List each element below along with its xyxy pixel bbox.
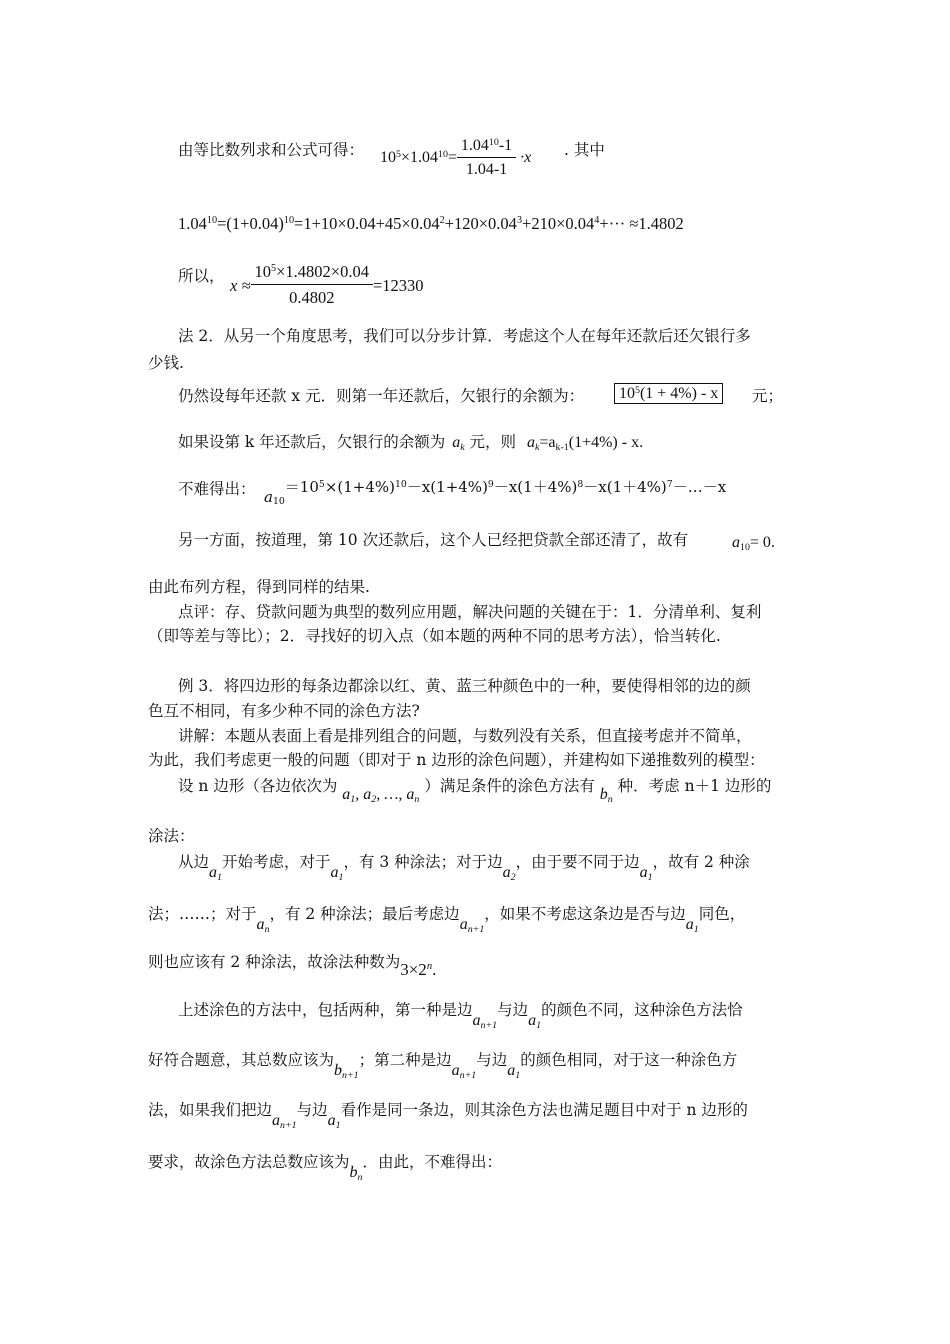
a1-symbol	[639, 864, 653, 884]
count-formula	[400, 960, 436, 979]
eq-term: a	[639, 864, 648, 881]
eq-sub: 10	[740, 542, 750, 554]
eq-term: =12330	[373, 276, 424, 295]
eq-term: ＝10	[284, 478, 319, 496]
text: ．由此，不难得出：	[362, 1153, 502, 1171]
eq-term: b	[334, 1062, 343, 1079]
eq-term: =a	[539, 434, 556, 451]
eq-term: a	[327, 1112, 336, 1129]
a1-symbol	[685, 916, 699, 936]
paragraph-p1	[178, 852, 750, 884]
eq-term: b	[599, 786, 608, 803]
eq-term: +··· ≈1.4802	[599, 214, 684, 233]
eq-sub: n+1	[459, 1070, 477, 1082]
eq-term: x ≈	[230, 276, 251, 295]
text: ；第二种是边	[358, 1051, 452, 1069]
text: ，如果不考虑这条边是否与边	[484, 905, 686, 923]
eq-term: +210×0.04	[522, 214, 595, 233]
s3-text-b: ）满足条件的涂色方法有	[424, 777, 595, 795]
an1-symbol	[472, 1012, 498, 1032]
eq-exp: 5	[396, 148, 401, 160]
sum-after-text: . 其中	[564, 141, 605, 159]
eq-term: -1	[498, 137, 513, 154]
sum-equation	[380, 137, 531, 179]
eq-term: a	[526, 434, 535, 451]
eq-term: 10	[254, 262, 272, 281]
binomial-expansion	[178, 214, 684, 234]
method2-line2	[178, 386, 584, 406]
solution-line1: 讲解：本题从表面上看是排列组合的问题，与数列没有关系，但直接考虑并不简单，	[178, 727, 752, 745]
text: 开始考虑，对于	[221, 853, 331, 871]
text: 与边	[296, 1101, 328, 1119]
paragraph-p2	[148, 904, 746, 936]
text: 的颜色不同，这种涂色方法恰	[541, 1001, 743, 1019]
eq-term: 1.04	[460, 137, 489, 154]
eq-sub: 2	[371, 794, 377, 806]
eq-term: a	[256, 916, 265, 933]
a1-symbol	[507, 1062, 521, 1082]
text: ，由于要不同于边	[515, 853, 640, 871]
first-year-balance	[614, 383, 723, 404]
text: 法，如果我们把边	[148, 1101, 273, 1119]
eq-term: 10	[619, 385, 635, 402]
paragraph-r	[148, 1050, 738, 1082]
text: ，有 3 种涂法；对于边	[343, 853, 503, 871]
example3-question2: 色互不相同，有多少种不同的涂色方法?	[148, 702, 420, 720]
x-fraction	[251, 262, 373, 308]
eq-term: 3×2	[400, 960, 427, 979]
eq-term: a	[451, 1062, 460, 1079]
eq-sub: k-1	[555, 442, 569, 454]
eq-sub: n+1	[467, 924, 485, 936]
a1-symbol	[330, 864, 344, 884]
eq-sub: 10	[272, 496, 285, 507]
eq-sign: =	[447, 149, 457, 166]
eq-sub: 1	[536, 1020, 542, 1032]
text: 看作是同一条边，则其涂色方法也满足题目中对于 n 边形的	[340, 1101, 748, 1119]
eq-term: －x(1+4%)	[406, 478, 488, 496]
text: 同色，	[698, 905, 746, 923]
eq-sub: 1	[350, 794, 356, 806]
eq-exp: 5	[318, 478, 325, 490]
line2-after: 元；	[752, 387, 784, 405]
an-symbol	[256, 916, 270, 936]
eq-term: (1+4%) - x	[568, 434, 640, 451]
eq-sub: 1	[693, 924, 699, 936]
eq-term: ×(1+4%)	[324, 478, 395, 496]
text: 上述涂色的方法中，包括两种，第一种是边	[178, 1001, 473, 1019]
method2-para1: 法 2．从另一个角度思考，我们可以分步计算．考虑这个人在每年还款后还欠银行多	[178, 327, 751, 345]
eq-term: , …, a	[376, 786, 415, 803]
eq-term: =1+10×0.04+45×0.04	[294, 214, 440, 233]
text: 法；……；对于	[148, 905, 257, 923]
an1-symbol	[451, 1062, 477, 1082]
paragraph-t	[148, 1100, 748, 1132]
eq-term: －…－x	[672, 478, 727, 496]
so-text: 所以，	[178, 267, 225, 285]
comment-line2: （即等差与等比）；2．寻找好的切入点（如本题的两种不同的思考方法），恰当转化.	[148, 627, 721, 645]
eq-exp: 3	[516, 215, 523, 227]
eq-exp: 8	[577, 478, 584, 490]
eq-sub: 1	[515, 1070, 521, 1082]
fraction-denominator: 1.04-1	[465, 161, 508, 178]
text: 好符合题意，其总数应该为	[148, 1051, 335, 1069]
comment-line1: 点评：存、贷款问题为典型的数列应用题，解决问题的关键在于：1．分清单利、复利	[178, 603, 762, 621]
an1-symbol	[459, 916, 485, 936]
eq-sub: 2	[510, 872, 516, 884]
eq-term: .	[770, 534, 775, 551]
text: 与边	[476, 1051, 508, 1069]
eq-exp: 7	[666, 478, 673, 490]
fraction-denominator: 0.4802	[289, 288, 335, 307]
method2-line4-label: 不难得出：	[178, 480, 256, 498]
a10-zero	[732, 534, 775, 552]
eq-sub: 1	[338, 872, 344, 884]
eq-term: －x(1＋4%)	[493, 478, 578, 496]
eq-term: a	[342, 786, 351, 803]
eq-exp: 5	[635, 384, 640, 396]
text: ，有 2 种涂法；最后考虑边	[269, 905, 460, 923]
a1-symbol	[327, 1112, 341, 1132]
eq-exp: 9	[487, 478, 494, 490]
bn1-symbol	[334, 1062, 359, 1082]
sum-fraction	[457, 137, 516, 179]
fraction-numerator	[251, 262, 373, 285]
eq-term: , a	[355, 786, 372, 803]
eq-term: ·x	[520, 149, 532, 166]
eq-term: a	[685, 916, 694, 933]
eq-exp: 10	[283, 215, 295, 227]
eq-sub: n+1	[480, 1020, 498, 1032]
sum-formula-text: 由等比数列求和公式可得：	[178, 141, 365, 159]
eq-term: a	[472, 1012, 481, 1029]
method2-line6: 由此布列方程，得到同样的结果.	[148, 578, 370, 596]
eq-exp: 10	[206, 215, 218, 227]
eq-term: a	[502, 864, 511, 881]
eq-exp: 10	[437, 148, 448, 160]
eq-term: a	[264, 488, 273, 506]
text: 与边	[497, 1001, 529, 1019]
a2-symbol	[502, 864, 516, 884]
eq-sub: n+1	[342, 1070, 359, 1082]
eq-term: b	[349, 1164, 358, 1181]
s3-text-a: 设 n 边形（各边依次为	[178, 777, 338, 795]
paragraph-u	[148, 1152, 502, 1184]
fraction-numerator	[457, 137, 516, 158]
solution-line3	[178, 776, 772, 806]
eq-sub: n	[264, 924, 270, 936]
eq-term: a	[528, 1012, 537, 1029]
eq-term: －x(1＋4%)	[583, 478, 667, 496]
recurrence-equation	[526, 434, 644, 454]
eq-term: ×1.4802×0.04	[276, 262, 369, 281]
line2-text: 仍然设每年还款 x 元．则第一年还款后，欠银行的余额为：	[178, 387, 585, 405]
bracket-expression	[614, 383, 723, 404]
eq-exp: n	[426, 961, 433, 973]
paragraph-q	[178, 1000, 743, 1032]
text: 则也应该有 2 种涂法，故涂法种数为	[148, 953, 401, 971]
eq-sub: 1	[335, 1120, 341, 1132]
eq-term: (1 + 4%) - x	[639, 385, 719, 402]
eq-term: a	[209, 864, 218, 881]
a1-symbol	[528, 1012, 542, 1032]
text: 的颜色相同，对于这一种涂色方	[520, 1051, 738, 1069]
eq-sub: k	[460, 442, 465, 454]
eq-sub: 1	[217, 872, 222, 884]
an1-symbol	[272, 1112, 297, 1132]
text: ，故有 2 种涂	[652, 853, 750, 871]
sum-after	[564, 140, 605, 160]
eq-term: a	[452, 434, 461, 451]
paragraph-p3	[148, 952, 437, 979]
eq-term: a	[732, 534, 740, 551]
eq-term: a	[507, 1062, 516, 1079]
line3-text: 如果设第 k 年还款后，欠银行的余额为	[178, 433, 446, 451]
eq-exp: 5	[271, 263, 277, 275]
a1-symbol	[209, 864, 222, 884]
eq-term: +120×0.04	[444, 214, 517, 233]
eq-sub: n	[607, 794, 613, 806]
sum-formula-line	[178, 140, 364, 160]
eq-sub: n	[357, 1172, 363, 1184]
eq-term: .	[432, 960, 437, 979]
edge-sequence	[342, 786, 420, 806]
eq-term: =(1+0.04)	[217, 214, 284, 233]
eq-term: a	[272, 1112, 281, 1129]
line5-text: 另一方面，按道理，第 10 次还款后，这个人已经把贷款全部还清了，故有	[178, 531, 689, 549]
eq-term: = 0	[749, 534, 771, 551]
eq-exp: 10	[488, 136, 499, 148]
method2-line3	[178, 432, 643, 455]
a10-expansion	[264, 476, 727, 507]
eq-term: a	[330, 864, 339, 881]
solution-line2: 为此，我们考虑更一般的问题（即对于 n 边形的涂色问题），并建构如下递推数列的模型：	[148, 751, 765, 769]
eq-term: .	[639, 434, 644, 451]
eq-sub: 1	[647, 872, 653, 884]
eq-sub: n+1	[280, 1120, 297, 1132]
ak-symbol	[452, 434, 465, 454]
text: 要求，故涂色方法总数应该为	[148, 1153, 350, 1171]
method2-para1-cont: 少钱.	[148, 354, 184, 372]
text: 从边	[178, 853, 210, 871]
eq-term: 10	[380, 149, 396, 166]
example3-question1: 例 3．将四边形的每条边都涂以红、黄、蓝三种颜色中的一种，要使得相邻的边的颜	[178, 677, 751, 695]
so-line	[178, 266, 225, 286]
s3-text-c: 种．考虑 n＋1 边形的	[617, 777, 772, 795]
eq-exp: 4	[594, 215, 600, 227]
eq-term: ×1.04	[400, 149, 438, 166]
solution-line3-cont: 涂法：	[148, 827, 195, 845]
eq-exp: 2	[439, 215, 445, 227]
eq-exp: 10	[395, 478, 407, 490]
bn-symbol	[599, 786, 613, 806]
x-approx-equation	[230, 262, 424, 308]
bn-symbol	[349, 1164, 363, 1184]
eq-sub: k	[534, 442, 540, 454]
method2-line5	[178, 530, 688, 550]
eq-sub: n	[414, 794, 420, 806]
eq-term: 1.04	[178, 214, 207, 233]
line3-mid: 元，则	[469, 433, 517, 451]
eq-term: a	[459, 916, 468, 933]
